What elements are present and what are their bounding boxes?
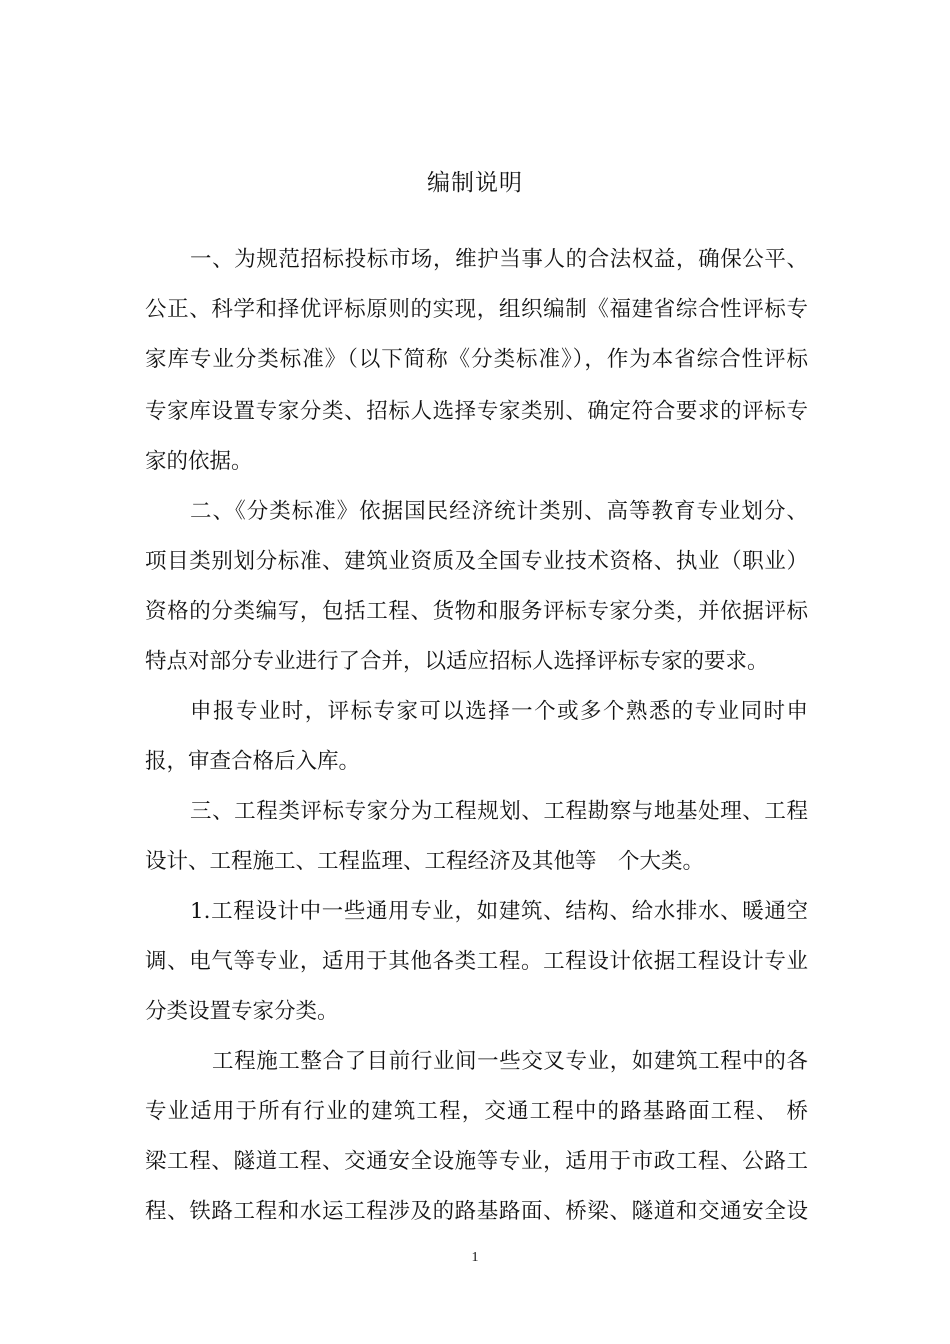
paragraph-line: 梁工程、隧道工程、交通安全设施等专业，适用于市政工程、公路工	[145, 1149, 808, 1174]
paragraph-line: 家的依据。	[145, 449, 253, 474]
paragraph-line: 专业适用于所有行业的建筑工程，交通工程中的路基路面工程、 桥	[145, 1099, 808, 1124]
paragraph-line: 特点对部分专业进行了合并，以适应招标人选择评标专家的要求。	[145, 649, 769, 674]
paragraph-line: 1.工程设计中一些通用专业，如建筑、结构、给水排水、暖通空	[190, 899, 808, 924]
paragraph-line: 程、铁路工程和水运工程涉及的路基路面、桥梁、隧道和交通安全设	[145, 1199, 808, 1224]
paragraph-line: 申报专业时，评标专家可以选择一个或多个熟悉的专业同时申	[190, 699, 808, 724]
paragraph-line: 二、《分类标准》依据国民经济统计类别、高等教育专业划分、	[190, 499, 808, 524]
paragraph-line: 公正、科学和择优评标原则的实现，组织编制《福建省综合性评标专	[145, 297, 808, 322]
paragraph-line: 项目类别划分标准、建筑业资质及全国专业技术资格、执业（职业）	[145, 549, 808, 574]
page-number: 1	[471, 1250, 479, 1265]
paragraph-line: 专家库设置专家分类、招标人选择专家类别、确定符合要求的评标专	[145, 399, 808, 424]
paragraph-line: 工程施工整合了目前行业间一些交叉专业，如建筑工程中的各	[212, 1049, 808, 1074]
paragraph-line: 设计、工程施工、工程监理、工程经济及其他等 个大类。	[145, 849, 705, 874]
paragraph-line: 调、电气等专业，适用于其他各类工程。工程设计依据工程设计专业	[145, 949, 808, 974]
document-title: 编制说明	[427, 170, 523, 196]
paragraph-line: 家库专业分类标准》（以下简称《分类标准》），作为本省综合性评标	[145, 347, 808, 372]
paragraph-line: 资格的分类编写，包括工程、货物和服务评标专家分类，并依据评标	[145, 599, 808, 624]
paragraph-line: 分类设置专家分类。	[145, 999, 339, 1024]
paragraph-line: 一、为规范招标投标市场，维护当事人的合法权益，确保公平、	[190, 247, 808, 272]
paragraph-line: 报，审查合格后入库。	[145, 749, 361, 774]
paragraph-line: 三、工程类评标专家分为工程规划、工程勘察与地基处理、工程	[190, 799, 808, 824]
